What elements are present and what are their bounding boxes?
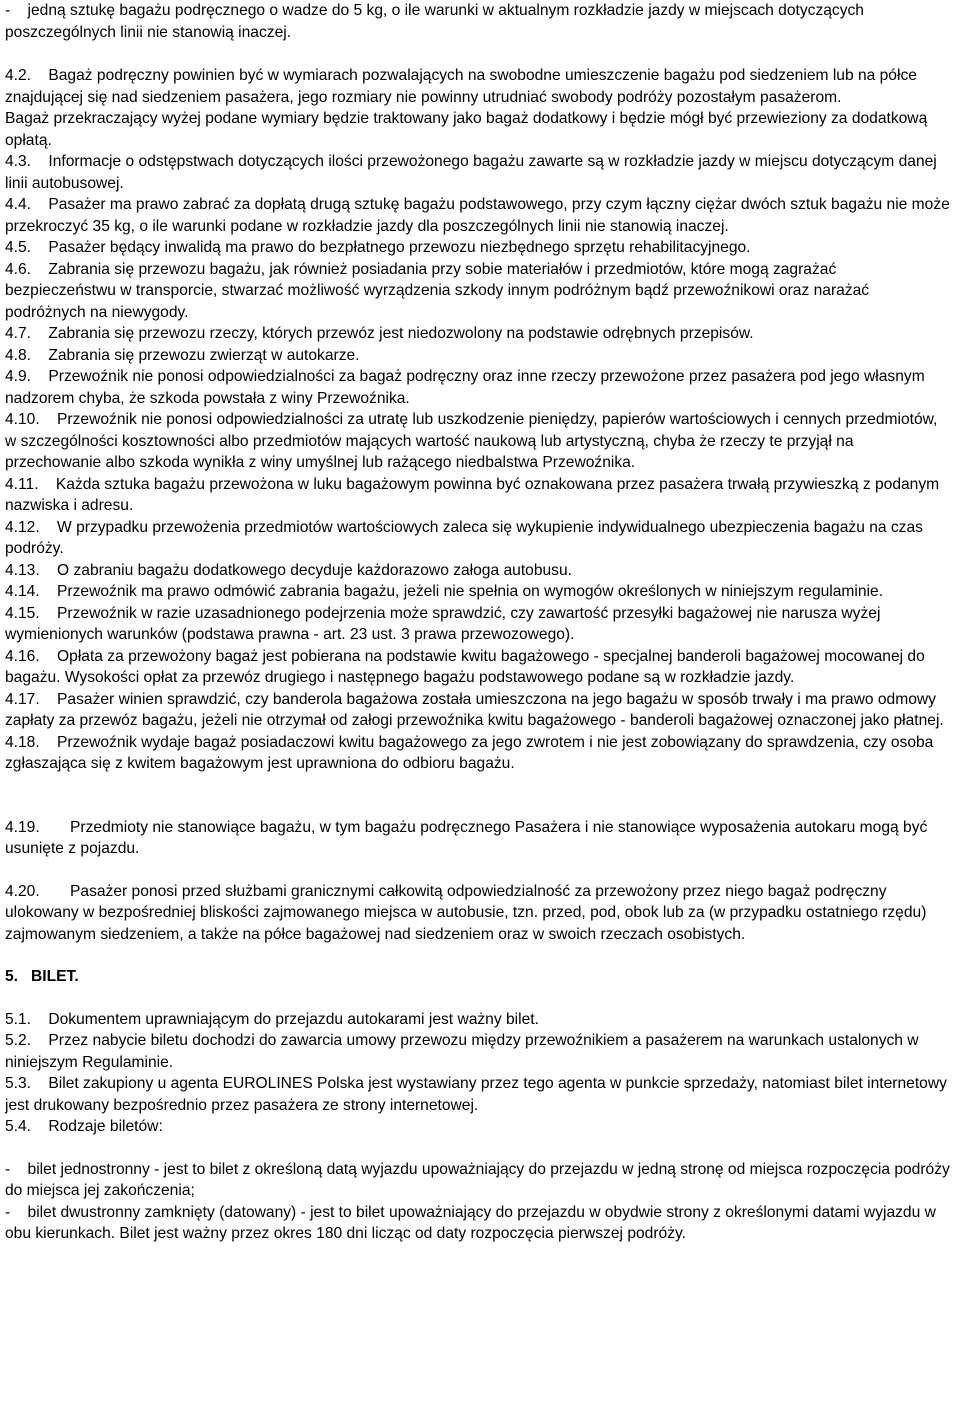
paragraph-text: Przez nabycie biletu dochodzi do zawarcia umowy przewozu między przewoźnikiem a pasażerem na warunkach ustalonych w niniejszym Regulaminie. xyxy=(5,1032,919,1071)
paragraph-text: Przewoźnik wydaje bagaż posiadaczowi kwitu bagażowego za jego zwrotem i nie jest zobowiązany do sprawdzenia, czy osoba zgłaszająca się z kwitem bagażowym jest uprawniona do odbioru bagażu. xyxy=(5,733,934,772)
clause-4-20: 4.20. Pasażer ponosi przed służbami granicznymi całkowitą odpowiedzialność za przewożony przez niego bagaż podręczny ulokowany w bezpośredniej bliskości zajmowanego miejsca w autobusie, tzn. przed, pod, obok lub za (w przypadku ostatniego rzędu) zajmowanym siedzeniem, a także na półce bagażowej nad siedzeniem oraz w swoich rzeczach osobistych. xyxy=(5,882,927,943)
paragraph-text: bilet dwustronny zamknięty (datowany) - jest to bilet upoważniający do przejazdu w obydwie strony z określonymi datami wyjazdu w obu kierunkach. Bilet jest ważny przez okres 180 dni licząc od daty rozpoczęcia pierwszej podróży. xyxy=(5,1203,936,1242)
clause-4-5: 4.5. Pasażer będący inwalidą ma prawo do bezpłatnego przewozu niezbędnego sprzętu rehabilitacyjnego. xyxy=(5,239,751,256)
bullet-item: - bilet dwustronny zamknięty (datowany) - jest to bilet upoważniający do przejazdu w obydwie strony z określonymi datami wyjazdu w obu kierunkach. Bilet jest ważny przez okres 180 dni licząc od daty rozpoczęcia pierwszej podróży. xyxy=(5,1203,936,1242)
clause-4-14: 4.14. Przewoźnik ma prawo odmówić zabrania bagażu, jeżeli nie spełnia on wymogów określonych w niniejszym regulaminie. xyxy=(5,583,884,600)
paragraph-text: Rodzaje biletów: xyxy=(48,1118,163,1135)
paragraph-text: Informacje o odstępstwach dotyczących ilości przewożonego bagażu zawarte są w rozkładzie jazdy w miejscu dotyczącym danej linii autobusowej. xyxy=(5,153,937,192)
paragraph-text: Zabrania się przewozu zwierząt w autokarze. xyxy=(48,346,360,364)
section-5-heading: 5. BILET. xyxy=(5,968,79,985)
clause-5-3: 5.3. Bilet zakupiony u agenta EUROLINES Polska jest wystawiany przez tego agenta w punkcie sprzedaży, natomiast bilet internetowy jest drukowany bezpośrednio przez pasażera ze strony internetowej. xyxy=(5,1075,947,1114)
paragraph-text: Przewoźnik ma prawo odmówić zabrania bagażu, jeżeli nie spełnia on wymogów określonych w niniejszym regulaminie. xyxy=(57,583,884,600)
paragraph-text: Przewoźnik nie ponosi odpowiedzialności za utratę lub uszkodzenie pieniędzy, papierów wartościowych i cennych przedmiotów, w szczególności kosztowności albo przedmiotów mających wartość naukową lub artystyczną, chyba że rzeczy te przyjął na przechowanie albo szkoda wynikła z winy umyślnej lub rażącego niedbalstwa Przewoźnika. xyxy=(5,411,938,471)
paragraph-text: W przypadku przewożenia przedmiotów wartościowych zaleca się wykupienie indywidualnego ubezpieczenia bagażu na czas podróży. xyxy=(5,518,923,557)
clause-4-13: 4.13. O zabraniu bagażu dodatkowego decyduje każdorazowo załoga autobusu. xyxy=(5,561,572,579)
clause-4-11: 4.11. Każda sztuka bagażu przewożona w luku bagażowym powinna być oznakowana przez pasażera trwałą przywieszką z podanym nazwiska i adresu. xyxy=(5,475,940,514)
paragraph-text: Każda sztuka bagażu przewożona w luku bagażowym powinna być oznakowana przez pasażera trwałą przywieszką z podanym nazwiska i adresu. xyxy=(5,475,940,514)
clause-4-19: 4.19. Przedmioty nie stanowiące bagażu, w tym bagażu podręcznego Pasażera i nie stanowiące wyposażenia autokaru mogą być usunięte z pojazdu. xyxy=(5,818,928,857)
clause-4-10: 4.10. Przewoźnik nie ponosi odpowiedzialności za utratę lub uszkodzenie pieniędzy, papierów wartościowych i cennych przedmiotów, w szczególności kosztowności albo przedmiotów mających wartość naukową lub artystyczną, chyba że rzeczy te przyjął na przechowanie albo szkoda wynikła z winy umyślnej lub rażącego niedbalstwa Przewoźnika. xyxy=(5,411,938,471)
section-title: BILET. xyxy=(31,968,79,985)
clause-4-3: 4.3. Informacje o odstępstwach dotyczących ilości przewożonego bagażu zawarte są w rozkładzie jazdy w miejscu dotyczącym danej linii autobusowej. xyxy=(5,153,937,192)
clause-4-4: 4.4. Pasażer ma prawo zabrać za dopłatą drugą sztukę bagażu podstawowego, przy czym łączny ciężar dwóch sztuk bagażu nie może przekroczyć 35 kg, o ile warunki podane w rozkładzie jazdy dla poszczególnych linii nie stanowią inaczej. xyxy=(5,196,950,235)
clause-4-2: 4.2. Bagaż podręczny powinien być w wymiarach pozwalających na swobodne umieszczenie bagażu pod siedzeniem lub na półce znajdującej się nad siedzeniem pasażera, jego rozmiary nie powinny utrudniać swobody podróży pozostałym pasażerom. xyxy=(5,67,917,106)
clause-4-2-continuation xyxy=(5,108,950,151)
clause-4-8: 4.8. Zabrania się przewozu zwierząt w autokarze. xyxy=(5,346,360,364)
clause-4-15: 4.15. Przewoźnik w razie uzasadnionego podejrzenia może sprawdzić, czy zawartość przesyłki bagażowej nie narusza wyżej wymienionych warunków (podstawa prawna - art. 23 ust. 3 prawa przewozowego). xyxy=(5,604,881,643)
paragraph-text: Dokumentem uprawniającym do przejazdu autokarami jest ważny bilet. xyxy=(48,1010,539,1028)
paragraph-text: Bagaż przekraczający wyżej podane wymiary będzie traktowany jako bagaż dodatkowy i będzie mógł być przewieziony za dodatkową opłatą. xyxy=(5,110,928,149)
bullet-item: - bilet jednostronny - jest to bilet z określoną datą wyjazdu upoważniający do przejazdu w jedną stronę od miejsca rozpoczęcia podróży do miejsca jej zakończenia; xyxy=(5,1160,950,1199)
paragraph-text: Zabrania się przewozu rzeczy, których przewóz jest niedozwolony na podstawie odrębnych przepisów. xyxy=(48,325,754,342)
clause-4-7: 4.7. Zabrania się przewozu rzeczy, których przewóz jest niedozwolony na podstawie odrębnych przepisów. xyxy=(5,325,754,342)
paragraph-text: Przedmioty nie stanowiące bagażu, w tym bagażu podręcznego Pasażera i nie stanowiące wyposażenia autokaru mogą być usunięte z pojazdu. xyxy=(5,818,928,857)
clause-4-17: 4.17. Pasażer winien sprawdzić, czy banderola bagażowa została umieszczona na jego bagażu w sposób trwały i ma prawo odmowy zapłaty za przewóz bagażu, jeżeli nie otrzymał od załogi przewoźnika kwitu bagażowego - banderoli bagażowej oznaczonej jako płatnej. xyxy=(5,690,944,729)
paragraph-text: Pasażer winien sprawdzić, czy banderola bagażowa została umieszczona na jego bagażu w sposób trwały i ma prawo odmowy zapłaty za przewóz bagażu, jeżeli nie otrzymał od załogi przewoźnika kwitu bagażowego - banderoli bagażowej oznaczonej jako płatnej. xyxy=(5,690,944,729)
paragraph-text: Pasażer będący inwalidą ma prawo do bezpłatnego przewozu niezbędnego sprzętu rehabilitacyjnego. xyxy=(48,239,751,256)
paragraph-text: Przewoźnik nie ponosi odpowiedzialności za bagaż podręczny oraz inne rzeczy przewożone przez pasażera pod jego własnym nadzorem chyba, że szkoda powstała z winy Przewoźnika. xyxy=(5,368,925,407)
paragraph-text: Przewoźnik w razie uzasadnionego podejrzenia może sprawdzić, czy zawartość przesyłki bagażowej nie narusza wyżej wymienionych warunków (podstawa prawna - art. 23 ust. 3 prawa przewozowego). xyxy=(5,604,881,643)
paragraph-text: O zabraniu bagażu dodatkowego decyduje każdorazowo załoga autobusu. xyxy=(57,561,572,579)
clause-4-18: 4.18. Przewoźnik wydaje bagaż posiadaczowi kwitu bagażowego za jego zwrotem i nie jest zobowiązany do sprawdzenia, czy osoba zgłaszająca się z kwitem bagażowym jest uprawniona do odbioru bagażu. xyxy=(5,733,934,772)
clause-4-16: 4.16. Opłata za przewożony bagaż jest pobierana na podstawie kwitu bagażowego - specjalnej banderoli bagażowej mocowanej do bagażu. Wysokości opłat za przewóz drugiego i następnego bagażu podstawowego podane są w rozkładzie jazdy. xyxy=(5,647,925,686)
paragraph-text: Bilet zakupiony u agenta EUROLINES Polska jest wystawiany przez tego agenta w punkcie sprzedaży, natomiast bilet internetowy jest drukowany bezpośrednio przez pasażera ze strony internetowej. xyxy=(5,1075,947,1114)
clause-5-2: 5.2. Przez nabycie biletu dochodzi do zawarcia umowy przewozu między przewoźnikiem a pasażerem na warunkach ustalonych w niniejszym Regulaminie. xyxy=(5,1032,919,1071)
clause-4-12: 4.12. W przypadku przewożenia przedmiotów wartościowych zaleca się wykupienie indywidualnego ubezpieczenia bagażu na czas podróży. xyxy=(5,518,923,557)
clause-4-9: 4.9. Przewoźnik nie ponosi odpowiedzialności za bagaż podręczny oraz inne rzeczy przewożone przez pasażera pod jego własnym nadzorem chyba, że szkoda powstała z winy Przewoźnika. xyxy=(5,368,925,407)
paragraph-text: bilet jednostronny - jest to bilet z określoną datą wyjazdu upoważniający do przejazdu w jedną stronę od miejsca rozpoczęcia podróży do miejsca jej zakończenia; xyxy=(5,1160,950,1199)
clause-5-1: 5.1. Dokumentem uprawniającym do przejazdu autokarami jest ważny bilet. xyxy=(5,1010,539,1028)
paragraph-text: Opłata za przewożony bagaż jest pobierana na podstawie kwitu bagażowego - specjalnej banderoli bagażowej mocowanej do bagażu. Wysokości opłat za przewóz drugiego i następnego bagażu podstawowego podane są w rozkładzie jazdy. xyxy=(5,647,925,686)
clause-5-4: 5.4. Rodzaje biletów: xyxy=(5,1118,163,1135)
bullet-item: - jedną sztukę bagażu podręcznego o wadze do 5 kg, o ile warunki w aktualnym rozkładzie jazdy w miejscach dotyczących poszczególnych linii nie stanowią inaczej. xyxy=(5,2,864,41)
paragraph-text: Pasażer ponosi przed służbami granicznymi całkowitą odpowiedzialność za przewożony przez niego bagaż podręczny ulokowany w bezpośredniej bliskości zajmowanego miejsca w autobusie, tzn. przed, pod, obok lub za (w przypadku ostatniego rzędu) zajmowanym siedzeniem, a także na półce bagażowej nad siedzeniem oraz w swoich rzeczach osobistych. xyxy=(5,882,927,943)
paragraph-text: Zabrania się przewozu bagażu, jak również posiadania przy sobie materiałów i przedmiotów, które mogą zagrażać bezpieczeństwu w transporcie, stwarzać możliwość wyrządzenia szkody innym podróżnym bądź przewoźnikowi oraz narażać podróżnych na niewygody. xyxy=(5,260,870,321)
clause-4-6: 4.6. Zabrania się przewozu bagażu, jak również posiadania przy sobie materiałów i przedmiotów, które mogą zagrażać bezpieczeństwu w transporcie, stwarzać możliwość wyrządzenia szkody innym podróżnym bądź przewoźnikowi oraz narażać podróżnych na niewygody. xyxy=(5,260,870,321)
paragraph-text: Bagaż podręczny powinien być w wymiarach pozwalających na swobodne umieszczenie bagażu pod siedzeniem lub na półce znajdującej się nad siedzeniem pasażera, jego rozmiary nie powinny utrudniać swobody podróży pozostałym pasażerom. xyxy=(5,67,917,106)
paragraph-text: jedną sztukę bagażu podręcznego o wadze do 5 kg, o ile warunki w aktualnym rozkładzie jazdy w miejscach dotyczących poszczególnych linii nie stanowią inaczej. xyxy=(5,2,864,41)
paragraph-text: Pasażer ma prawo zabrać za dopłatą drugą sztukę bagażu podstawowego, przy czym łączny ciężar dwóch sztuk bagażu nie może przekroczyć 35 kg, o ile warunki podane w rozkładzie jazdy dla poszczególnych linii nie stanowią inaczej. xyxy=(5,196,950,235)
